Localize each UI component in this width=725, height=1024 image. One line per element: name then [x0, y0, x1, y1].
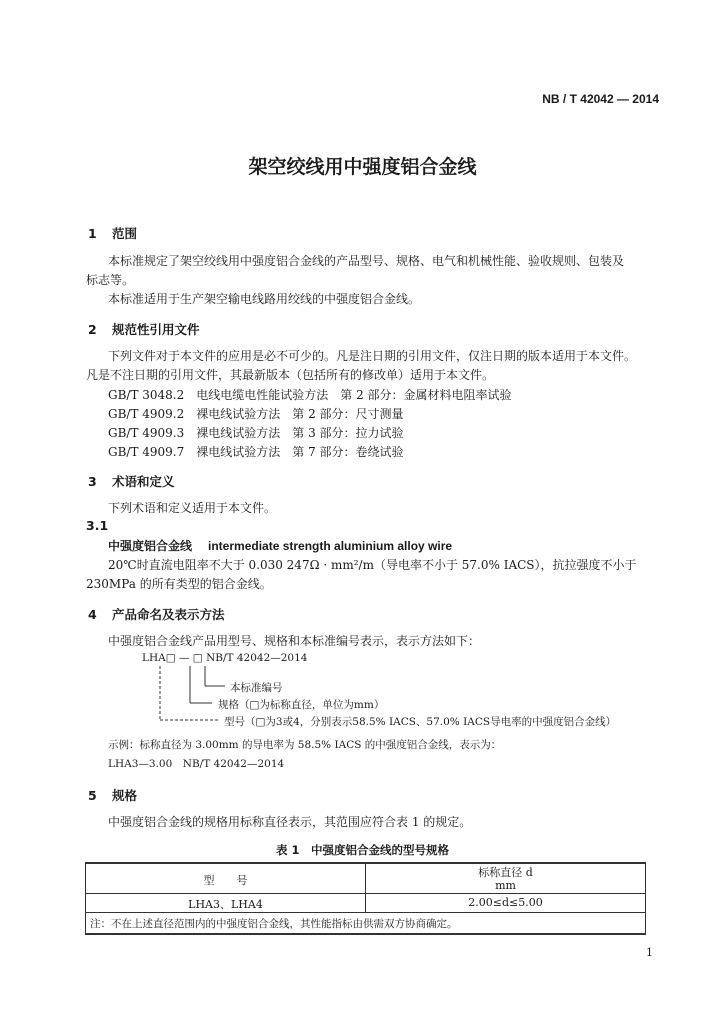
- section-title: 术语和定义: [112, 474, 175, 489]
- section-2-heading: [88, 320, 200, 338]
- paragraph: 中强度铝合金线的规格用标称直径表示，其范围应符合表 1 的规定。: [108, 815, 472, 829]
- reference-item: GB/T 4909.7 裸电线试验方法 第 7 部分：卷绕试验: [108, 445, 404, 459]
- table-header-unit: mm: [495, 879, 516, 892]
- table-cell-range: 2.00≤d≤5.00: [468, 896, 543, 909]
- reference-item: GB/T 3048.2 电线电缆电性能试验方法 第 2 部分：金属材料电阻率试验: [108, 388, 512, 402]
- table-header-divider: [85, 893, 646, 894]
- table-header-model: 型 号: [203, 874, 248, 887]
- term-english: intermediate strength aluminium alloy wire: [208, 539, 453, 553]
- page-title: 架空绞线用中强度铝合金线: [248, 156, 477, 178]
- paragraph-continuation: 凡是不注日期的引用文件，其最新版本（包括所有的修改单）适用于本文件。: [86, 368, 495, 382]
- term: [108, 537, 452, 554]
- definition-continuation: 230MPa 的所有类型的铝合金线。: [86, 577, 272, 591]
- section-title: 范围: [112, 226, 138, 241]
- paragraph: 下列文件对于本文件的应用是必不可少的。凡是注日期的引用文件，仅注日期的版本适用于本文件。: [108, 349, 637, 363]
- page-number: 1: [646, 946, 653, 959]
- section-5-heading: [88, 786, 137, 804]
- section-number: 4: [88, 607, 97, 622]
- section-title: 规格: [112, 788, 138, 803]
- section-number: 2: [88, 322, 97, 337]
- example-code: LHA3—3.00 NB/T 42042—2014: [108, 758, 285, 770]
- table-row-divider: [85, 912, 646, 913]
- paragraph-continuation: 标志等。: [86, 273, 135, 287]
- definition: 20℃时直流电阻率不大于 0.030 247Ω · mm²/m（导电率不小于 57.0% IACS），抗拉强度不小于: [108, 558, 637, 572]
- section-title: 产品命名及表示方法: [112, 607, 225, 622]
- paragraph: 本标准适用于生产架空输电线路用绞线的中强度铝合金线。: [108, 292, 421, 306]
- subsection-number: 3.1: [86, 518, 109, 533]
- table-right-border: [645, 862, 646, 934]
- paragraph: 本标准规定了架空绞线用中强度铝合金线的产品型号、规格、电气和机械性能、验收规则、包装及: [108, 254, 625, 268]
- label-model: 型号（□为3或4，分别表示58.5% IACS、57.0% IACS导电率的中强度铝合金线）: [224, 716, 617, 728]
- example: 示例：标称直径为 3.00mm 的导电率为 58.5% IACS 的中强度铝合金线，表示为：: [108, 739, 502, 751]
- section-1-heading: [88, 224, 137, 242]
- term-chinese: 中强度铝合金线: [108, 539, 193, 553]
- paragraph: 中强度铝合金线产品用型号、规格和本标准编号表示，表示方法如下：: [108, 634, 481, 648]
- standard-number: NB / T 42042 — 2014: [542, 92, 659, 106]
- table-note: 注：不在上述直径范围内的中强度铝合金线，其性能指标由供需双方协商确定。: [90, 918, 458, 930]
- section-number: 5: [88, 788, 97, 803]
- section-number: 3: [88, 474, 97, 489]
- section-4-heading: [88, 605, 225, 623]
- section-number: 1: [88, 226, 97, 241]
- paragraph: 下列术语和定义适用于本文件。: [108, 501, 277, 515]
- table-cell-model: LHA3、LHA4: [188, 898, 263, 911]
- section-3-heading: [88, 472, 175, 490]
- reference-item: GB/T 4909.2 裸电线试验方法 第 2 部分：尺寸测量: [108, 407, 404, 421]
- label-specification: 规格（□为标称直径，单位为mm）: [218, 699, 385, 711]
- reference-item: GB/T 4909.3 裸电线试验方法 第 3 部分：拉力试验: [108, 426, 404, 440]
- table-header-diameter: 标称直径 d: [478, 866, 533, 879]
- table-caption: 表 1 中强度铝合金线的型号规格: [275, 843, 449, 857]
- section-title: 规范性引用文件: [112, 322, 200, 337]
- designation-code: LHA□ — □ NB/T 42042—2014: [142, 652, 308, 664]
- label-standard-number: 本标准编号: [230, 682, 283, 694]
- table-bottom-border: [85, 933, 646, 935]
